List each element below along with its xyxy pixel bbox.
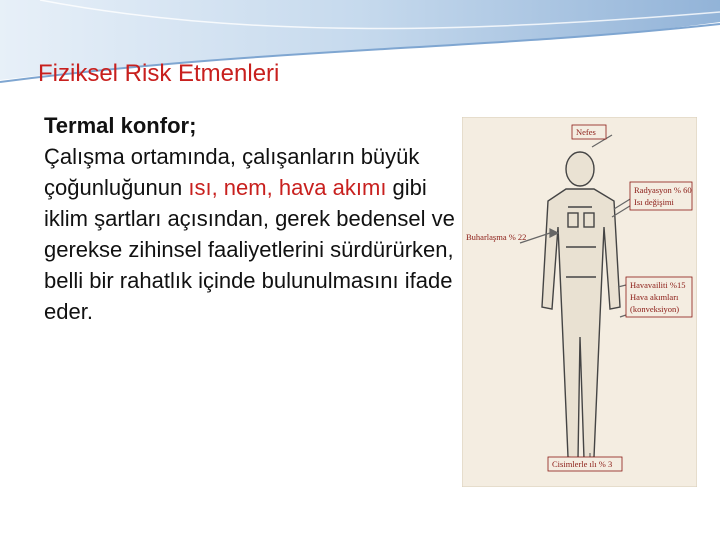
- slide-title: Fiziksel Risk Etmenleri: [38, 60, 280, 87]
- section-heading: Termal konfor;: [44, 113, 197, 138]
- label-havaakimi-1: Havavailiti %15: [630, 280, 686, 290]
- label-cisim: Cisimlerle ılı % 3: [552, 459, 613, 469]
- body-text-part1: Çalışma ortamında, çalışanların büyük çoğunluğunun: [44, 144, 420, 200]
- body-text-part2: gibi iklim şartları açısından, gerek bedensel ve gerekse zihinsel faaliyetlerini sürdürürken, belli bir rahatlık içinde bulunulmasını ifade eder.: [44, 175, 455, 324]
- label-radyasyon-2: Isı değişimi: [634, 197, 674, 207]
- worker-heat-exchange-illustration: [462, 117, 697, 487]
- label-havaakimi-2: Hava akımları: [630, 292, 679, 302]
- label-buharlasma: Buharlaşma % 22: [466, 232, 527, 242]
- label-radyasyon-1: Radyasyon % 60: [634, 185, 692, 195]
- body-text: [44, 110, 464, 327]
- label-havaakimi-3: (konveksiyon): [630, 304, 680, 314]
- label-nefes: Nefes: [576, 127, 596, 137]
- body-text-highlight: ısı, nem, hava akımı: [188, 175, 387, 200]
- thermal-comfort-figure: [462, 117, 697, 487]
